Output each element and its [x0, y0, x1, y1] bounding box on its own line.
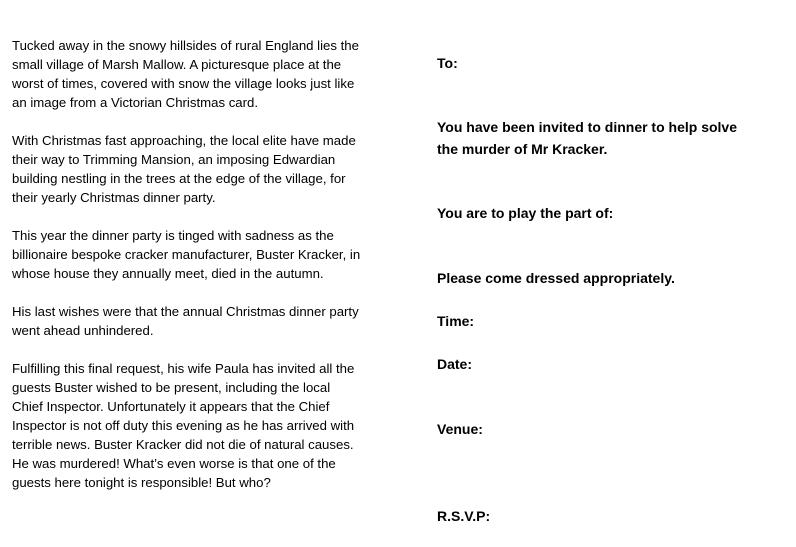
time-label: Time:: [437, 313, 475, 329]
date-label: Date:: [437, 356, 473, 372]
venue-label: Venue:: [437, 421, 483, 437]
story-paragraph-5: Fulfilling this final request, his wife Paula has invited all the guests Buster wished to be present, including the local Chief Inspector. Unfortunately it appears that the Chief Inspector is not off duty this evening as he has arrived with terrible news. Buster Kracker did not die of natural causes. He was murdered! What’s even worse is that one of the guests here tonight is responsible! But who?: [12, 361, 355, 490]
story-column: [12, 36, 362, 492]
invitation-line-2: the murder of Mr Kracker.: [437, 141, 608, 157]
story-paragraph-2: With Christmas fast approaching, the local elite have made their way to Trimming Mansion, an imposing Edwardian building nestling in the trees at the edge of the village, for their yearly Christmas dinner party.: [12, 133, 356, 205]
dress-note: Please come dressed appropriately.: [437, 270, 675, 286]
part-label: You are to play the part of:: [437, 205, 614, 221]
story-paragraph-3: This year the dinner party is tinged with sadness as the billionaire bespoke cracker manufacturer, Buster Kracker, in whose house they annually meet, died in the autumn.: [12, 228, 361, 281]
invitation-line-1: You have been invited to dinner to help solve: [437, 119, 738, 135]
story-paragraph-4: His last wishes were that the annual Christmas dinner party went ahead unhindered.: [12, 304, 359, 338]
rsvp-label: R.S.V.P:: [437, 508, 491, 524]
to-label: To:: [437, 55, 458, 71]
story-paragraph-1: Tucked away in the snowy hillsides of rural England lies the small village of Marsh Mallow. A picturesque place at the worst of times, covered with snow the village looks just like an image from a Victorian Christmas card.: [12, 38, 359, 110]
